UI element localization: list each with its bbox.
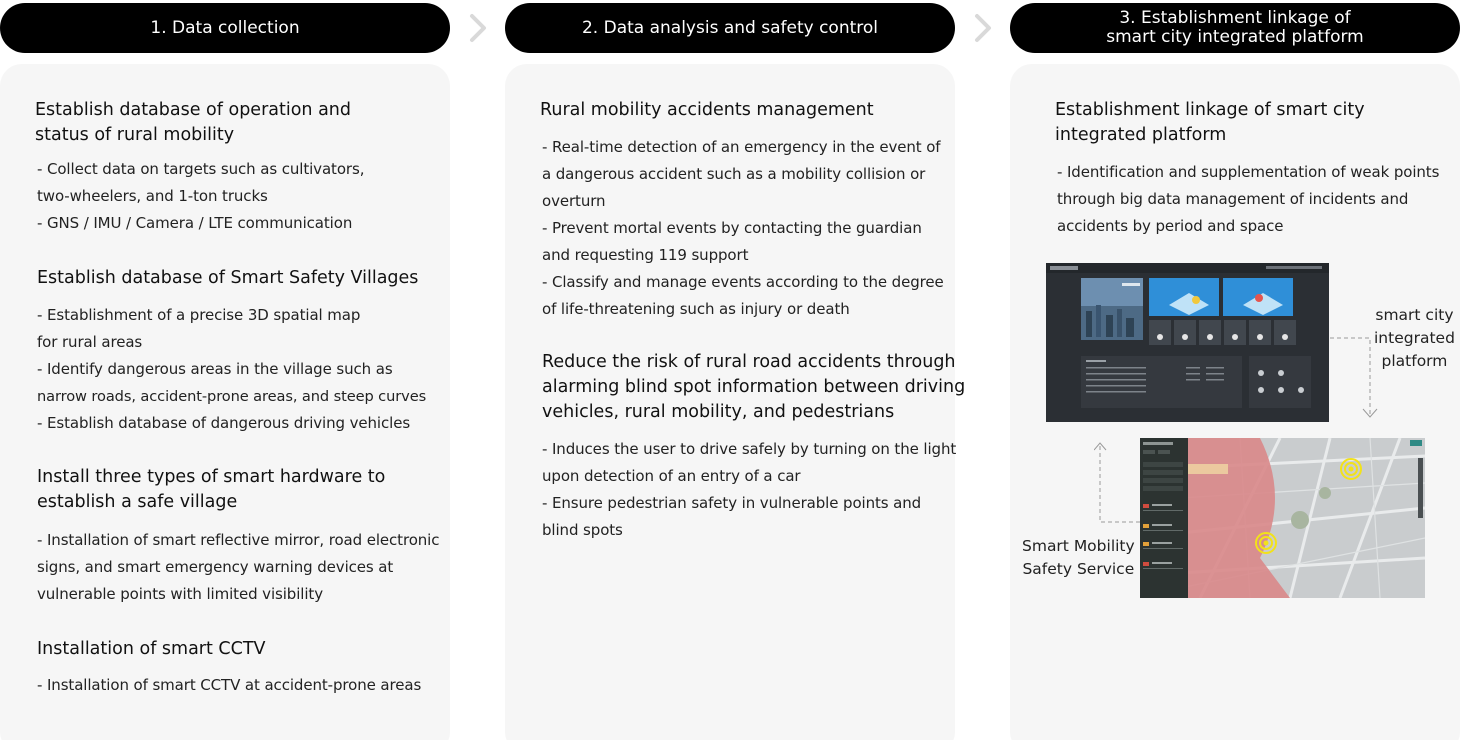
platform-label-line: integrated xyxy=(1374,329,1455,347)
bullet-line: - Installation of smart CCTV at accident-prone areas xyxy=(37,676,422,694)
section-title: Establish database of operation and xyxy=(35,100,351,120)
step-1-header-text: 1. Data collection xyxy=(150,17,300,38)
platform-label-line: platform xyxy=(1381,352,1448,370)
platform-label-line: smart city xyxy=(1375,306,1454,324)
step-3-header xyxy=(1010,3,1460,53)
section-title: Establishment linkage of smart city xyxy=(1055,100,1365,120)
bullet-line: - Prevent mortal events by contacting the guardian xyxy=(542,219,922,237)
platform-label xyxy=(1374,304,1455,373)
service-label xyxy=(1022,535,1135,581)
signal-ring-icon xyxy=(1254,531,1278,555)
bullet-line: through big data management of incidents and xyxy=(1057,190,1409,208)
chevron-right-icon xyxy=(466,12,490,44)
bullet-line: a dangerous accident such as a mobility collision or xyxy=(542,165,926,183)
step-3-header-line: smart city integrated platform xyxy=(1106,27,1364,47)
bullet-line: - Identify dangerous areas in the village such as xyxy=(37,360,393,378)
bullet-line: - Establishment of a precise 3D spatial map xyxy=(37,306,361,324)
bullet-line: - Installation of smart reflective mirror, road electronic xyxy=(37,531,440,549)
arrow-up-icon xyxy=(1094,440,1142,524)
section-title: vehicles, rural mobility, and pedestrians xyxy=(542,402,895,422)
section-title: establish a safe village xyxy=(37,492,238,512)
bullet-line: upon detection of an entry of a car xyxy=(542,467,801,485)
bullet-line: blind spots xyxy=(542,521,623,539)
service-label-line: Safety Service xyxy=(1022,560,1135,578)
bullet-line: for rural areas xyxy=(37,333,143,351)
service-label-line: Smart Mobility xyxy=(1022,537,1135,555)
bullet-line: - Ensure pedestrian safety in vulnerable points and xyxy=(542,494,922,512)
section-title: alarming blind spot information between driving xyxy=(542,377,966,397)
signal-ring-icon xyxy=(1339,457,1363,481)
bullet-line: - Collect data on targets such as cultivators, xyxy=(37,160,365,178)
bullet-line: accidents by period and space xyxy=(1057,217,1284,235)
bullet-line: vulnerable points with limited visibility xyxy=(37,585,323,603)
bullet-line: signs, and smart emergency warning devices at xyxy=(37,558,394,576)
bullet-line: overturn xyxy=(542,192,606,210)
chevron-right-icon xyxy=(971,12,995,44)
bullet-line: - Identification and supplementation of weak points xyxy=(1057,163,1440,181)
section-title: Rural mobility accidents management xyxy=(540,100,874,120)
bullet-line: and requesting 119 support xyxy=(542,246,749,264)
bullet-line: narrow roads, accident-prone areas, and steep curves xyxy=(37,388,427,405)
platform-dashboard-screenshot xyxy=(1046,263,1329,422)
bullet-line: - Classify and manage events according to the degree xyxy=(542,273,944,291)
section-title: Establish database of Smart Safety Villages xyxy=(37,268,419,288)
step-1-header xyxy=(0,3,450,53)
section-title: Reduce the risk of rural road accidents through xyxy=(542,352,956,372)
step-2-header-text: 2. Data analysis and safety control xyxy=(581,17,878,38)
bullet-line: - Real-time detection of an emergency in the event of xyxy=(542,138,941,156)
step-2-header xyxy=(505,3,955,53)
bullet-line: - GNS / IMU / Camera / LTE communication xyxy=(37,214,353,232)
bullet-line: of life-threatening such as injury or death xyxy=(542,300,850,318)
step-3-header-line: 3. Establishment linkage of xyxy=(1119,8,1351,28)
bullet-line: - Induces the user to drive safely by turning on the light xyxy=(542,440,957,458)
section-title: Installation of smart CCTV xyxy=(37,639,266,659)
section-title: integrated platform xyxy=(1055,125,1227,145)
bullet-line: - Establish database of dangerous driving vehicles xyxy=(37,414,411,432)
mobility-safety-map-screenshot xyxy=(1140,438,1425,598)
section-title: status of rural mobility xyxy=(35,125,235,145)
bullet-line: two-wheelers, and 1-ton trucks xyxy=(37,187,268,205)
section-title: Install three types of smart hardware to xyxy=(37,467,386,487)
